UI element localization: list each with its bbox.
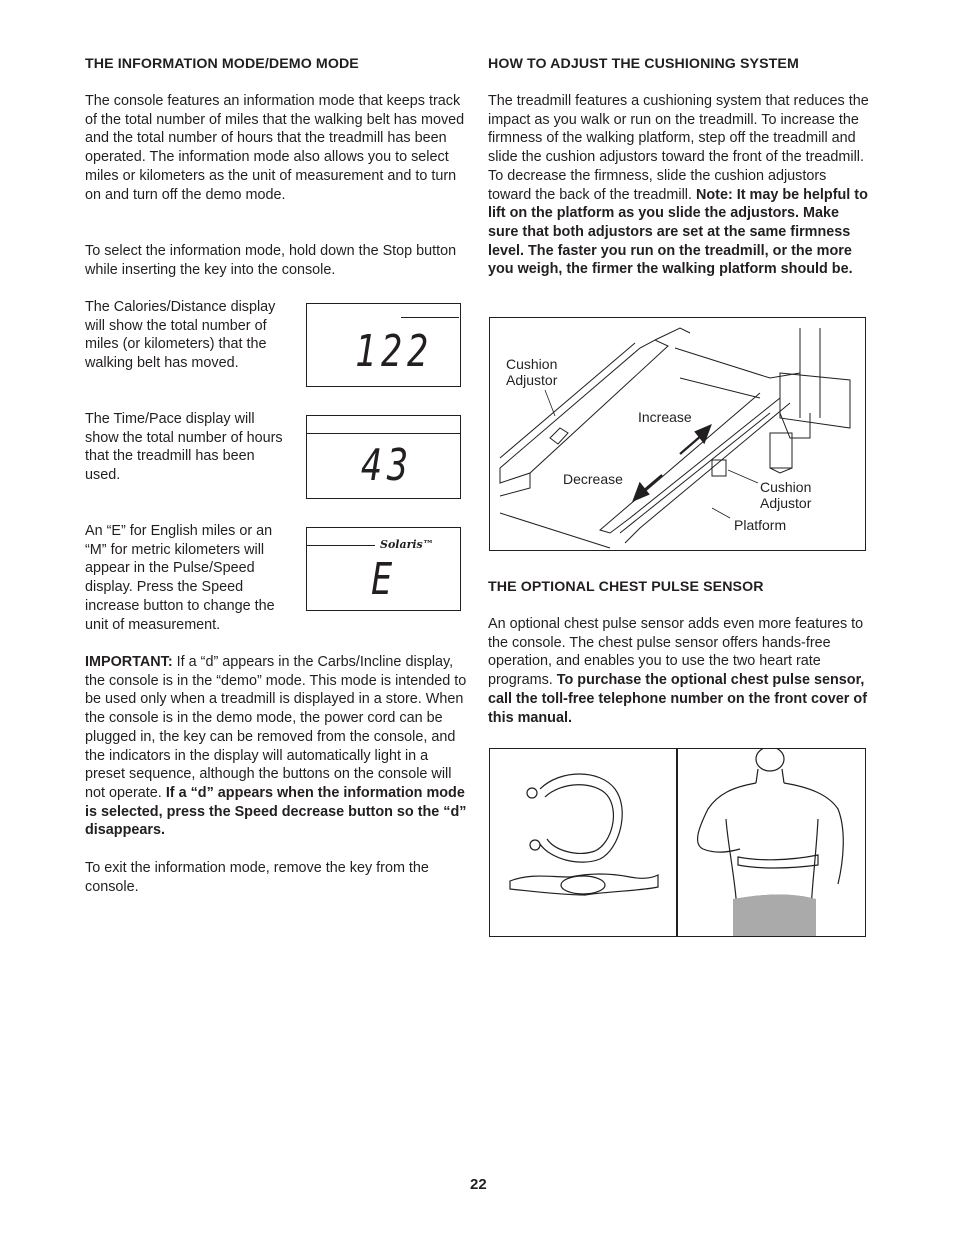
chest-sensor-heading: THE OPTIONAL CHEST PULSE SENSOR [488,579,764,595]
important-paragraph [85,653,467,840]
brand-logo: Solaris™ [380,538,434,551]
important-lead: IMPORTANT: [85,654,173,670]
person-wearing-strap-illustration [678,749,865,936]
cushion-adjustor-label-right: Cushion Adjustor [760,479,812,511]
chest-sensor-paragraph [488,615,870,727]
cushioning-text: The treadmill features a cushioning system that reduces the impact as you walk or run on the treadmill. To increase the firmness of the walking platform, step off the treadmill and slide the cushion adjustors toward the front of the treadmill. To decrease the firmness, slide the cushion adjustors toward the back of the treadmill. [488,93,869,203]
chest-sensor-note: To purchase the optional chest pulse sensor, call the toll-free telephone number on the front cover of this manual. [488,672,867,726]
cushion-adjustor-label-left: Cushion Adjustor [506,356,558,388]
unit-display-text: An “E” for English miles or an “M” for metric kilometers will appear in the Pulse/Speed display. Press the Speed increase button to change the unit of measurement. [85,523,275,633]
time-digits: 43 [361,440,413,491]
cushioning-heading: HOW TO ADJUST THE CUSHIONING SYSTEM [488,56,799,72]
info-mode-paragraph-1: The console features an information mode that keeps track of the total number of miles that the walking belt has moved and the total number of hours that the treadmill has been operated. The information mode also allows you to select miles or kilometers as the unit of measurement and to turn on and turn off the demo mode. [85,93,465,203]
distance-display-text: The Calories/Distance display will show the total number of miles (or kilometers) that the walking belt has moved. [85,299,276,372]
distance-display [306,303,461,387]
pulse-speed-display [306,527,461,611]
important-tail: If a “d” appears when the information mode is selected, press the Speed decrease button so the “d” disappears. [85,784,467,839]
page-number: 22 [470,1176,487,1193]
unit-digit: E [371,554,397,605]
cushioning-paragraph [488,92,870,279]
platform-label: Platform [734,517,787,533]
cushion-adjustor-figure [489,317,866,551]
decrease-label: Decrease [563,471,623,487]
time-display-text: The Time/Pace display will show the total number of hours that the treadmill has been used. [85,411,283,484]
increase-label: Increase [638,409,692,425]
chest-pulse-sensor-figure [489,748,866,937]
exit-info-paragraph: To exit the information mode, remove the key from the console. [85,860,429,895]
distance-digits: 122 [355,326,433,377]
chest-strap-illustration [490,749,676,936]
time-display [306,415,461,499]
chest-sensor-text: An optional chest pulse sensor adds even more features to the console. The chest pulse sensor offers hands-free operation, and enables you to use the two heart rate programs. [488,616,864,689]
info-mode-paragraph-2: To select the information mode, hold down the Stop button while inserting the key into the console. [85,243,457,278]
info-mode-heading: THE INFORMATION MODE/DEMO MODE [85,56,359,72]
important-text: If a “d” appears in the Carbs/Incline display, the console is in the “demo” mode. This mode is intended to be used only when a treadmill is displayed in a store. When the console is in the demo mode, the power cord can be plugged in, the key can be removed from the console, and the indicators in the display will automatically light in a preset sequence, although the buttons on the console will not operate. [85,654,467,801]
cushioning-note: Note: It may be helpful to lift on the platform as you slide the adjustors. Make sure that both adjustors are set at the same firmness level. The faster you run on the treadmill, or the more you weigh, the firmer the walking platform should be. [488,186,868,278]
treadmill-illustration [490,318,865,550]
